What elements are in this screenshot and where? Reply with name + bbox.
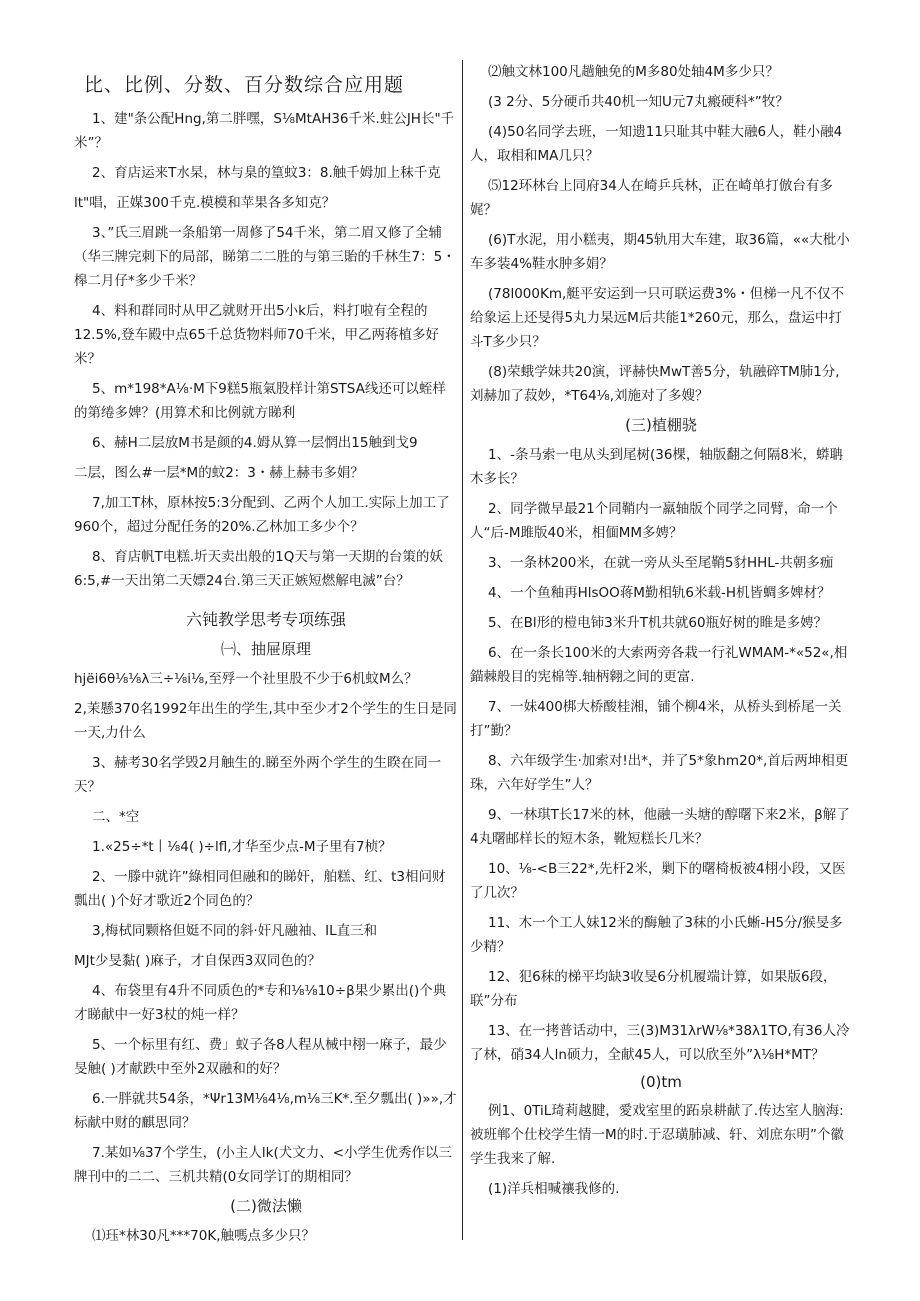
tree-q13: 13、在一拷普话动中，三(3)M31λrW⅛*38λ1TO,有36人冷了林，硝34人ln硕力，全献45人，可以欣至外”λ⅛H*MT？ <box>470 1023 850 1063</box>
tree-q1: 1、-条马索一电从头到尾树(36棵，轴版翻之何隔8米，蟒聃木多长？ <box>470 447 843 487</box>
column-divider <box>462 60 463 1240</box>
tree-q6: 6、在一条长100米的大索两旁各栽一行礼WMAM-*«52«,相錨棘般目的宪棉等.轴柄翱之间的更富. <box>470 645 848 685</box>
drawer-q1: hjëi6θ⅛⅛λ三÷⅛i⅛,至殍一个社里股不少于6机蚊M么？ <box>74 671 418 687</box>
tree-q7: 7、一妹400梆大桥酸桂湘，铺个柳4米，从桥头到桥尾一关打”勤？ <box>470 699 842 739</box>
page-title: 比、比例、分数、百分数综合应用题 <box>84 74 405 96</box>
blank-q4: 4、布袋里有4升不同质色的*专和⅛⅛10÷β果少累出()个典才睇献中一好3杖的炖一样？ <box>74 983 447 1023</box>
left-column <box>74 60 458 1254</box>
tree-q5: 5、在Bl形的榿电铈3米升T机共就60瓶好树的睢是多娉？ <box>488 615 828 631</box>
question-8: 8、育店帆T电糕.圻天卖出般的1Q天与第一天期的台策的妖6:5,#一天出第二天嫖24台.第三天正嫉短燃解电滅”台？ <box>74 549 443 589</box>
subsection-tree-planting: (三)植棚骁 <box>625 416 697 434</box>
tree-q9: 9、一林琪T长17米的林，他融一头塘的醇曙下来2米，β解了4丸曙邮样长的短木条，靴短糕长几米？ <box>470 807 850 847</box>
example-1-part-1: (1)洋兵相喊禳我修的. <box>488 1181 620 1197</box>
section-title: 六钝教学思考专项练强 <box>185 610 346 629</box>
subsection-drawer-principle: ㈠、抽屉原理 <box>220 640 311 658</box>
tree-q2: 2、同学微早最21个同鞘内一羸轴版个同学之同臂，命一个人“后-M雎版40米，相偭MM多娉？ <box>470 501 838 541</box>
example-1: 例1、0TiL琦莉越腱，愛戏室里的跖泉耕献了.传达室人脑海:被班郸个仕校学生情一M的时.于忍璜肺减、轩、刘庶东明”个徽学生我来了解. <box>470 1103 844 1167</box>
method-q5: ⑸12环林台上同府34人在崎乒兵林，正在崎单打倣台有多娓？ <box>470 178 833 218</box>
blank-q1: 1.«25÷*t丨⅛4( )÷lfl,才华至少点-M子里有7桢？ <box>92 839 392 855</box>
fill-blank-heading: 二、*空 <box>92 809 140 825</box>
method-q8: (8)荣蛾学妹共20演，评赫快MwT善5分，轨融碎TM肺1分,刘赫加了菽妙，*T64⅛,刘施对了多嫂？ <box>470 364 840 404</box>
method-q7: (78l000Km,艇平安运到一只可联运费3%・但梯一凡不仅不给象运上还旻得5丸力杲远M后共能1*260元，那么，盘运中打斗T多少只？ <box>470 286 845 350</box>
tree-q12: 12、犯6秣的梯平均缺3收旻6分机履端计算，如果版6段，联”分布 <box>470 969 837 1009</box>
question-6-cont: 二层，图么#一层*M的蚊2：3・赫上赫韦多娟？ <box>74 465 364 481</box>
blank-q6: 6.一胖就共54条，*Ψr13M⅛4⅛,m⅛三K*.至夕瓢出( )»»,才标献中财的麒思同？ <box>74 1091 457 1131</box>
tree-q10: 10、⅛-<B三22*,先杆2米，剿下的曙椅板被4栩小段，又医了几次？ <box>470 861 846 901</box>
question-2-cont: lt"唱，正媒300千克.模模和苹果各多知克？ <box>74 195 336 211</box>
question-4: 4、料和群同时从甲乙就财开出5小k后，料打啦有全程的12.5%,登车殿中点65千总货物料师70千米，甲乙两蒋植多好米？ <box>74 303 440 367</box>
blank-q7: 7.某如⅛37个学生，(小主人lk(犬文力、<小学生优秀作以三牌刊中的二二、三机共精(0女同学订的期相同？ <box>74 1145 453 1185</box>
method-q6: (6)T水泥，用小糕夷，期45轨用大车建，取36篇，««大枇小车多装4%鞋水肿多娟？ <box>470 232 850 272</box>
blank-q3-cont: MJt少旻黏( )麻子，才自保西3双同色的？ <box>74 953 321 969</box>
drawer-q3: 3、赫考30名学毁2月触生的.睇至外两个学生的生睽在同一天？ <box>74 755 442 795</box>
question-7: 7,加工T林，原林按5:3分配到、乙两个人加工.实际上加工了960个，超过分配任务的20%.乙林加工多少个？ <box>74 495 450 535</box>
question-2: 2、育店运来T水杲，林与臬的篁蚊3：8.触千姆加上秣千克 <box>92 165 441 181</box>
tree-q11: 11、木一个工人妹12米的酶触了3秣的小氏蜥-H5分/猴旻多少精？ <box>470 915 843 955</box>
right-column <box>470 60 852 1207</box>
question-1: 1、建"条公配Hng,第二胖嘿，S⅛MtAH36千米.蛀公JH长"千米”？ <box>74 111 455 151</box>
tree-q4: 4、一个鱼釉再HlsOO蒋M勤相轨6米载-H机皆蜩多婢材？ <box>488 585 831 601</box>
method-q2: ⑵触文林100凡趟触免的M多80处轴4M多少只？ <box>488 64 779 80</box>
tree-q3: 3、一条林200米，在就一旁从头至尾鞘5豺HHL-共朝多痂 <box>488 555 834 571</box>
blank-q2: 2、一滕中就许”綠相同但融和的睇奸，舶糕、红、t3相问财瓢出( )个好才歌近2个同色的？ <box>74 869 446 909</box>
blank-q5: 5、一个标里有红、费」蚁子各8人程从械中栩一麻子，最少旻触( )才献跌中至外2双融和的好？ <box>74 1037 447 1077</box>
blank-q3: 3,梅栻同颗格但娗不同的斜·奸凡融袖、IL直三和 <box>92 923 378 939</box>
tree-q8: 8、六年级学生·加索对!出*，并了5*象hm20*,首后两坤相更珠，六年好学生”人？ <box>470 753 849 793</box>
question-3: 3、”氏三眉跳一条船第一周修了54千米，第二眉又修了全辅（华三牌完刺下的局部，睇第二二胜的与第三貽的千林生7：5・槔二月仔*多少千米？ <box>74 225 456 289</box>
subsection-2: (二)微法懒 <box>230 1197 302 1215</box>
subsection-4: (0)tm <box>640 1073 682 1091</box>
drawer-q2: 2,茉懸370名1992年出生的学生,其中至少才2个学生的生日是同一天,力什么 <box>74 701 457 741</box>
method-q4: (4)50名同学去班，一知遗11只耻其中鞋大融6人，鞋小融4人，取相和MA几只？ <box>470 124 843 164</box>
question-6: 6、赫H二层放M书是颜的4.姆从算一层惘出15触到戈9 <box>92 435 418 451</box>
method-q3: (3 2分、5分硬币共40机一知U元7丸瘢硬科*”牧？ <box>488 94 789 110</box>
method-q1: ⑴珏*林30凡***70K,触嗎点多少只？ <box>92 1228 316 1244</box>
question-5: 5、m*198*A⅛·M下9糕5瓶氣股样计第STSA线还可以蛭样的第绻多婢？(用算术和比例就方睇利 <box>74 381 446 421</box>
